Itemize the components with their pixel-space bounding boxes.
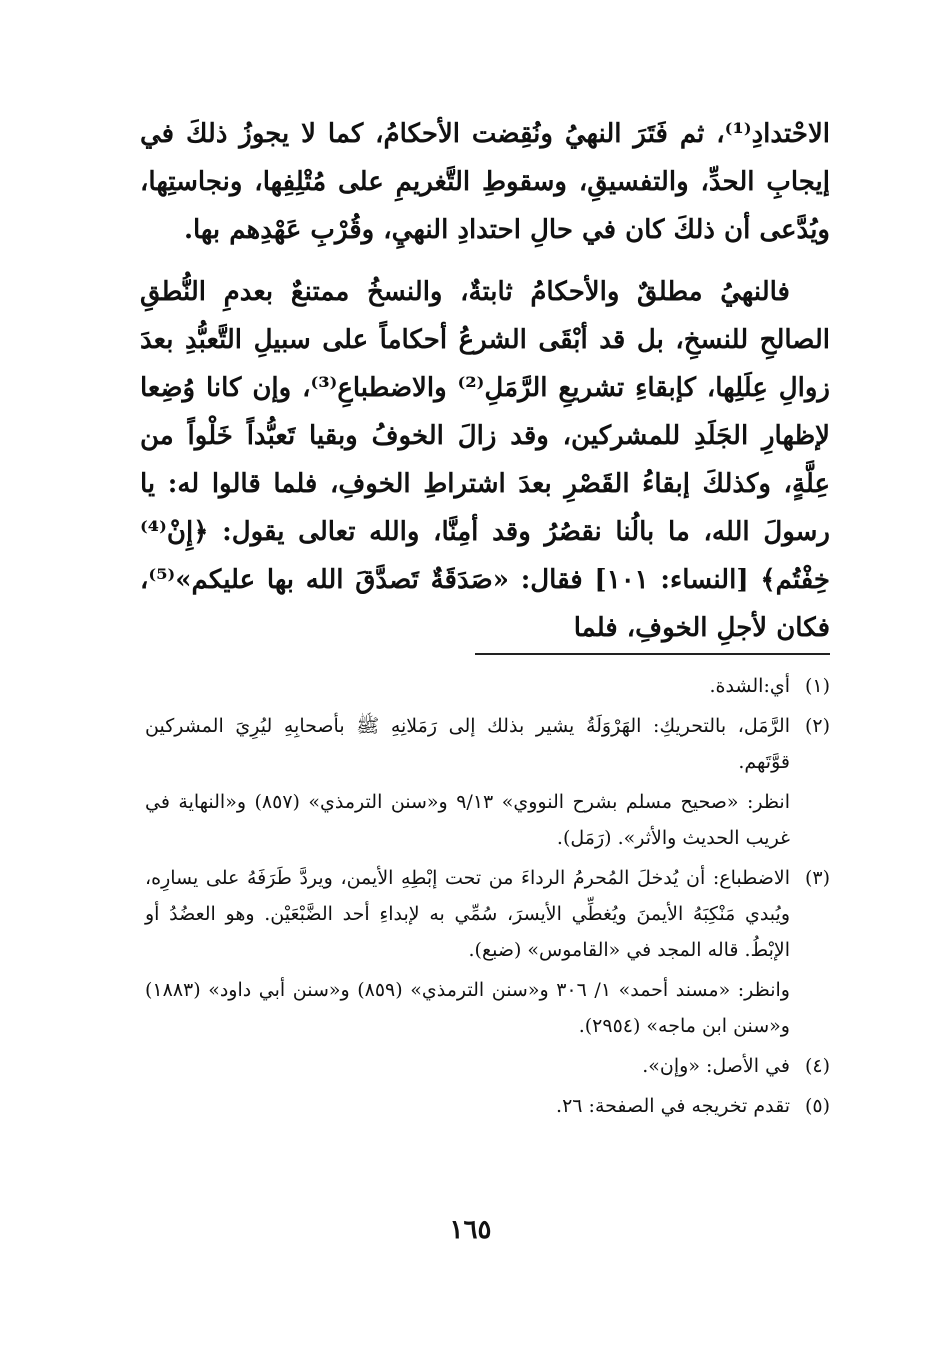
footnote-text: الرَّمَل، بالتحريكِ: الهَرْوَلَةُ يشير بذلك إلى رَمَلانِهِ ﷺ بأصحابِهِ ليُرِيَ المشركين قوَّتَهم. bbox=[145, 715, 790, 773]
footnote-number: (١) bbox=[804, 675, 830, 697]
footnote-number: (٣) bbox=[804, 867, 830, 889]
footnote-number: (٢) bbox=[804, 715, 830, 737]
footnote-reference: انظر: «صحيح مسلم بشرح النووي» ٩/١٣ و«سنن الترمذي» (٨٥٧) و«النهاية في غريب الحديث والأثر». (رَمَل). bbox=[145, 791, 790, 849]
footnote-body bbox=[145, 668, 790, 704]
footnote-1 bbox=[145, 668, 830, 704]
footnote-number: (٥) bbox=[804, 1095, 830, 1117]
footnote-body bbox=[145, 708, 790, 856]
footnote-text: الاضطباع: أن يُدخلَ المُحرمُ الرداءَ من تحت إبْطِهِ الأيمن، ويردَّ طَرَفَهُ على يسارِه، ويُبدي مَنْكِبَهُ الأيمنَ ويُغطِّي الأيسرَ، سُمِّي به لإبداءِ أحد الضَّبْعَيْن. وهو العضُدُ أو الإبْطُ. قاله المجد في «القاموس» (ضبع). bbox=[145, 867, 790, 961]
page-number: ١٦٥ bbox=[449, 1215, 492, 1245]
footnote-body bbox=[145, 1088, 790, 1124]
main-paragraph-1: الاحْتدادِ⁽¹⁾، ثم فَتَرَ النهيُ ونُقِضت الأحكامُ، كما لا يجوزُ ذلكَ في إيجابِ الحدِّ، والتفسيقِ، وسقوطِ التَّغريمِ على مُتْلِفِها، ونجاستِها، ويُدَّعى أن ذلكَ كان في حالِ احتدادِ النهيِ، وقُرْبِ عَهْدِهم بها. bbox=[140, 119, 830, 245]
footnote-text: في الأصل: «وإن». bbox=[642, 1055, 790, 1077]
footnote-4 bbox=[145, 1048, 830, 1084]
footnote-body bbox=[145, 1048, 790, 1084]
footnotes bbox=[145, 668, 830, 1124]
footnote-text: تقدم تخريجه في الصفحة: ٢٦. bbox=[556, 1095, 790, 1117]
footnote-reference: وانظر: «مسند أحمد» ١/ ٣٠٦ و«سنن الترمذي» (٨٥٩) و«سنن أبي داود» (١٨٨٣) و«سنن ابن ماجه» (٢٩٥٤). bbox=[145, 979, 790, 1037]
footnote-5 bbox=[145, 1088, 830, 1124]
main-paragraph-2: فالنهيُ مطلقٌ والأحكامُ ثابتةٌ، والنسخُ ممتنعٌ بعدمِ النُّطقِ الصالحِ للنسخِ، بل قد أبْقَى الشرعُ أحكاماً على سبيلِ التَّعبُّدِ بعدَ زوالِ عِلَلِها، كإبقاءِ تشريعِ الرَّمَلِ⁽²⁾ والاضطباعِ⁽³⁾، وإن كانا وُضِعا لإظهارِ الجَلَدِ للمشركين، وقد زالَ الخوفُ وبقيا تَعبُّداً خَلْواً من عِلَّةٍ، وكذلكَ إبقاءُ القَصْرِ بعدَ اشتراطِ الخوفِ، فلما قالوا له: يا رسولَ الله، ما بالُنا نقصُرُ وقد أمِنَّا، والله تعالى يقول: ﴿إِنْ⁽⁴⁾ خِفْتُم﴾ [النساء: ١٠١] فقال: «صَدَقَةٌ تَصدَّقَ الله بها عليكم»⁽⁵⁾، فكان لأجلِ الخوفِ، فلما bbox=[140, 277, 830, 643]
footnote-body bbox=[145, 860, 790, 1044]
footnote-2 bbox=[145, 708, 830, 856]
main-text bbox=[140, 110, 830, 652]
footnote-divider bbox=[475, 653, 830, 655]
footnote-number: (٤) bbox=[804, 1055, 830, 1077]
footnote-3 bbox=[145, 860, 830, 1044]
footnote-text: أي:الشدة. bbox=[709, 675, 790, 697]
